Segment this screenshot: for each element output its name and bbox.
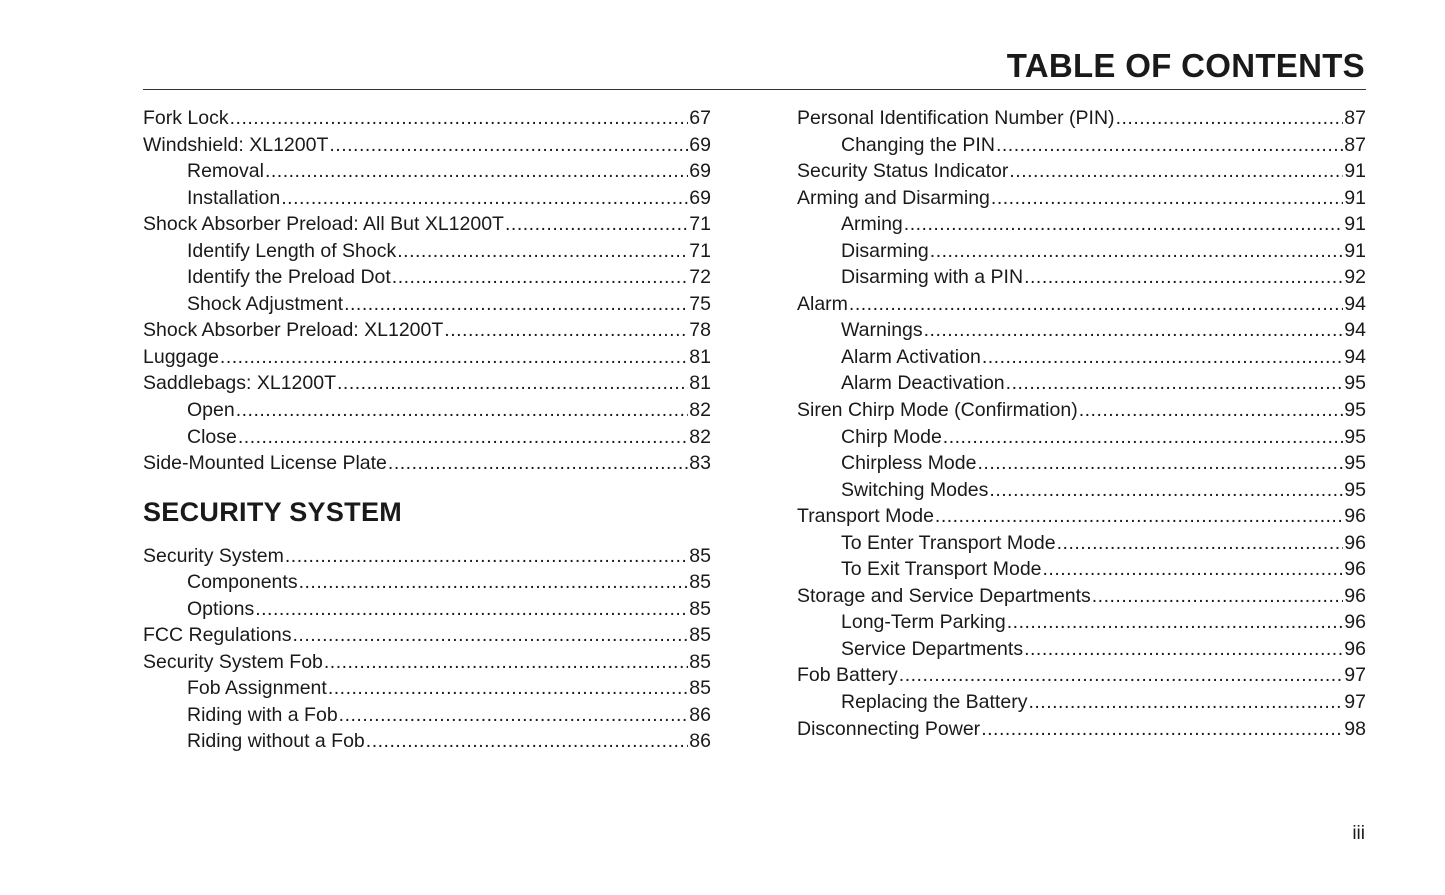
toc-entry-label: Alarm Activation [841,345,981,368]
toc-entry[interactable] [797,609,1366,636]
dot-leader [904,211,1344,238]
toc-entry[interactable] [143,596,711,623]
page-title: TABLE OF CONTENTS [1006,47,1365,84]
toc-entry-label: Installation [187,186,281,209]
toc-entry-label: Storage and Service Departments [797,584,1091,607]
toc-entry-label: Saddlebags: XL1200T [143,372,336,395]
toc-entry[interactable] [143,238,711,265]
dot-leader [991,185,1343,212]
toc-entry[interactable] [797,132,1366,159]
toc-entry-label: Changing the PIN [841,133,995,156]
dot-leader [924,317,1344,344]
toc-entry-label: Arming and Disarming [797,186,990,209]
toc-entry-label: Luggage [143,345,219,368]
toc-entry[interactable] [143,424,711,451]
toc-entry-page: 85 [689,597,711,620]
toc-entry-label: Arming [841,213,903,236]
toc-entry[interactable] [797,370,1366,397]
dot-leader [943,424,1344,451]
dot-leader [981,716,1343,743]
toc-entry-label: Security Status Indicator [797,160,1009,183]
toc-entry-label: Siren Chirp Mode (Confirmation) [797,399,1078,422]
dot-leader [1092,583,1344,610]
dot-leader [1009,158,1343,185]
toc-entry[interactable] [797,424,1366,451]
toc-entry[interactable] [797,105,1366,132]
toc-entry-label: Alarm [797,292,848,315]
toc-entry[interactable] [143,291,711,318]
toc-entry-page: 72 [689,266,711,289]
toc-entry[interactable] [797,211,1366,238]
dot-leader [1024,636,1343,663]
right-column [797,105,1366,742]
dot-leader [1028,689,1343,716]
toc-entry-page: 95 [1344,452,1366,475]
toc-entry-page: 81 [689,372,711,395]
toc-entry-label: Chirp Mode [841,425,942,448]
dot-leader [989,477,1343,504]
toc-entry-page: 69 [689,186,711,209]
toc-entry-page: 91 [1344,160,1366,183]
toc-entry[interactable] [797,264,1366,291]
toc-entry[interactable] [797,291,1366,318]
toc-entry[interactable] [143,397,711,424]
dot-leader [329,132,688,159]
toc-entry[interactable] [143,370,711,397]
toc-entry-label: Disarming with a PIN [841,266,1024,289]
toc-entry-page: 85 [689,571,711,594]
toc-entry-page: 81 [689,345,711,368]
toc-entry[interactable] [143,344,711,371]
toc-entry-label: To Exit Transport Mode [841,558,1042,581]
dot-leader [982,344,1343,371]
toc-entry[interactable] [143,105,711,132]
toc-entry-label: Switching Modes [841,478,989,501]
toc-entry-label: Shock Absorber Preload: All But XL1200T [143,213,504,236]
toc-entry-label: Fob Assignment [187,677,327,700]
dot-leader [230,105,689,132]
toc-entry-page: 96 [1344,584,1366,607]
toc-entry[interactable] [143,675,711,702]
toc-entry[interactable] [143,211,711,238]
toc-entry-page: 94 [1344,345,1366,368]
toc-entry-label: Replacing the Battery [841,691,1028,714]
toc-entry-label: Transport Mode [797,505,934,528]
toc-entry-page: 95 [1344,399,1366,422]
toc-entry-label: Warnings [841,319,923,342]
toc-entry-page: 87 [1344,107,1366,129]
toc-entry-label: Shock Adjustment [187,292,344,315]
toc-entry[interactable] [143,649,711,676]
dot-leader [388,450,688,477]
dot-leader [1007,609,1344,636]
toc-entry-page: 86 [689,703,711,726]
toc-entry[interactable] [797,689,1366,716]
dot-leader [281,185,688,212]
toc-entry-page: 97 [1344,664,1366,687]
toc-entry-page: 96 [1344,505,1366,528]
dot-leader [1079,397,1344,424]
toc-entry-label: Windshield: XL1200T [143,133,329,156]
dot-leader [397,238,688,265]
toc-entry-page: 95 [1344,425,1366,448]
toc-entry-label: Fob Battery [797,664,898,687]
toc-entry-page: 71 [689,239,711,262]
toc-entry-page: 85 [689,677,711,700]
dot-leader [324,649,688,676]
toc-entry[interactable] [797,556,1366,583]
toc-entry-page: 94 [1344,292,1366,315]
toc-entry-page: 91 [1344,239,1366,262]
toc-entry-label: Shock Absorber Preload: XL1200T [143,319,444,342]
toc-entry-page: 85 [689,650,711,673]
toc-entry[interactable] [797,317,1366,344]
toc-entry[interactable] [143,728,711,755]
toc-entry-page: 86 [689,730,711,753]
toc-entry-label: Open [187,399,235,422]
dot-leader [996,132,1343,159]
dot-leader [337,370,688,397]
page-number: iii [1352,823,1365,844]
toc-entry-page: 69 [689,133,711,156]
toc-entry[interactable] [797,344,1366,371]
toc-entry[interactable] [143,622,711,649]
toc-entry-page: 87 [1344,133,1366,156]
dot-leader [339,702,689,729]
toc-entry[interactable] [143,264,711,291]
toc-entry-label: Components [187,571,298,594]
toc-entry[interactable] [143,158,711,185]
toc-entry[interactable] [143,317,711,344]
toc-entry-label: Alarm Deactivation [841,372,1005,395]
dot-leader [1057,530,1344,557]
toc-entry-label: FCC Regulations [143,624,292,647]
toc-entry[interactable] [797,716,1366,743]
toc-entry[interactable] [797,477,1366,504]
toc-entry-label: Options [187,597,255,620]
toc-entry[interactable] [797,662,1366,689]
dot-leader [328,675,688,702]
dot-leader [1024,264,1343,291]
toc-entry-label: Identify the Preload Dot [187,266,391,289]
toc-entry-page: 75 [689,292,711,315]
toc-entry-page: 96 [1344,611,1366,634]
dot-leader [255,596,688,623]
toc-entry-page: 82 [689,425,711,448]
dot-leader [935,503,1343,530]
toc-entry-page: 95 [1344,478,1366,501]
toc-entry-page: 94 [1344,319,1366,342]
toc-entry-page: 97 [1344,691,1366,714]
toc-entry-label: Security System [143,544,284,567]
dot-leader [1006,370,1344,397]
toc-entry-page: 91 [1344,213,1366,236]
toc-entry-page: 67 [689,107,711,129]
toc-entry-label: Chirpless Mode [841,452,977,475]
dot-leader [444,317,688,344]
toc-entry-label: Personal Identification Number (PIN) [797,107,1115,129]
toc-entry-page: 85 [689,624,711,647]
dot-leader [1043,556,1344,583]
toc-entry-page: 78 [689,319,711,342]
toc-entry[interactable] [143,132,711,159]
toc-entry-page: 82 [689,399,711,422]
toc-entry[interactable] [143,702,711,729]
title-divider [143,89,1366,90]
toc-entry[interactable] [797,450,1366,477]
toc-entry[interactable] [143,543,711,570]
dot-leader [392,264,689,291]
dot-leader [299,569,689,596]
toc-entry-label: Close [187,425,237,448]
toc-entry-page: 98 [1344,717,1366,740]
toc-entry[interactable] [797,397,1366,424]
toc-entry[interactable] [797,530,1366,557]
toc-entry-label: To Enter Transport Mode [841,531,1056,554]
toc-entry-label: Security System Fob [143,650,323,673]
toc-entry-page: 71 [689,213,711,236]
toc-entry[interactable] [797,238,1366,265]
left-column [143,105,711,755]
dot-leader [265,158,688,185]
toc-entry[interactable] [797,503,1366,530]
toc-entry[interactable] [797,636,1366,663]
toc-entry-page: 96 [1344,637,1366,660]
dot-leader [292,622,688,649]
toc-entry[interactable] [143,185,711,212]
dot-leader [930,238,1344,265]
toc-list-right [797,105,1366,742]
toc-entry-page: 96 [1344,531,1366,554]
toc-entry-label: Fork Lock [143,107,229,129]
toc-entry-page: 69 [689,160,711,183]
toc-entry[interactable] [143,450,711,477]
dot-leader [238,424,688,451]
toc-entry-label: Disconnecting Power [797,717,981,740]
toc-entry-label: Service Departments [841,637,1024,660]
toc-entry[interactable] [797,583,1366,610]
toc-entry[interactable] [143,569,711,596]
toc-entry-label: Side-Mounted License Plate [143,452,387,475]
toc-entry-page: 96 [1344,558,1366,581]
toc-entry-label: Riding without a Fob [187,730,365,753]
toc-entry-page: 83 [689,452,711,475]
dot-leader [899,662,1344,689]
toc-list-left-lower [143,543,711,755]
dot-leader [220,344,688,371]
toc-entry-label: Disarming [841,239,929,262]
dot-leader [366,728,689,755]
toc-entry-page: 85 [689,544,711,567]
toc-entry[interactable] [797,158,1366,185]
toc-entry-label: Riding with a Fob [187,703,338,726]
toc-entry-label: Identify Length of Shock [187,239,397,262]
dot-leader [344,291,688,318]
dot-leader [849,291,1343,318]
dot-leader [977,450,1343,477]
toc-entry-page: 92 [1344,266,1366,289]
toc-entry-page: 91 [1344,186,1366,209]
toc-entry-page: 95 [1344,372,1366,395]
dot-leader [236,397,689,424]
toc-entry-label: Long-Term Parking [841,611,1006,634]
toc-list-left-upper [143,105,711,477]
toc-entry[interactable] [797,185,1366,212]
dot-leader [1116,105,1344,132]
dot-leader [285,543,688,570]
section-heading-security-system: SECURITY SYSTEM [143,496,403,527]
toc-entry-label: Removal [187,160,264,183]
dot-leader [505,211,688,238]
